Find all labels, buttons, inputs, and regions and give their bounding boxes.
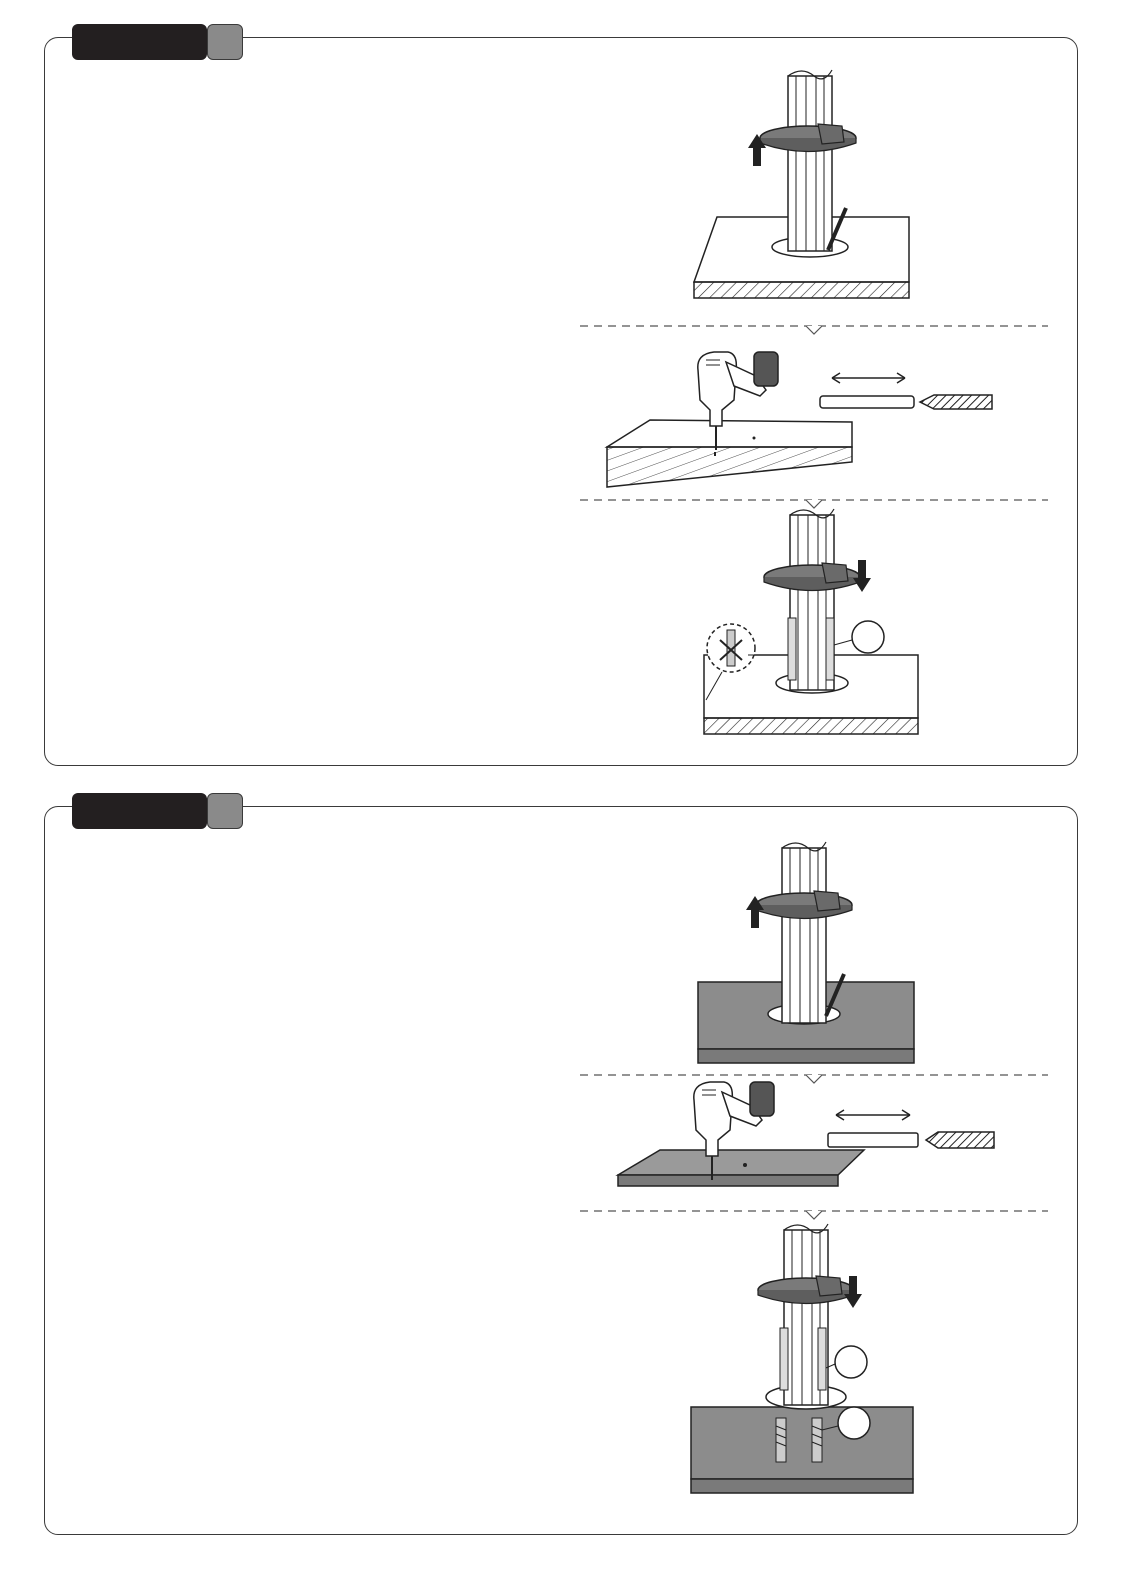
clamp-lower-icon (704, 509, 918, 734)
clamp-lift-icon (694, 70, 909, 298)
callout-circle (838, 1407, 870, 1439)
drill-concrete-icon (618, 1082, 864, 1186)
clamp-lift-icon (698, 842, 914, 1063)
callout-circle (835, 1346, 867, 1378)
wood-bit-icon (820, 373, 992, 409)
clamp-lower-anchor-icon (691, 1224, 913, 1493)
masonry-bit-icon (828, 1110, 994, 1148)
callout-circle (852, 621, 884, 653)
drill-wood-icon (607, 352, 852, 487)
